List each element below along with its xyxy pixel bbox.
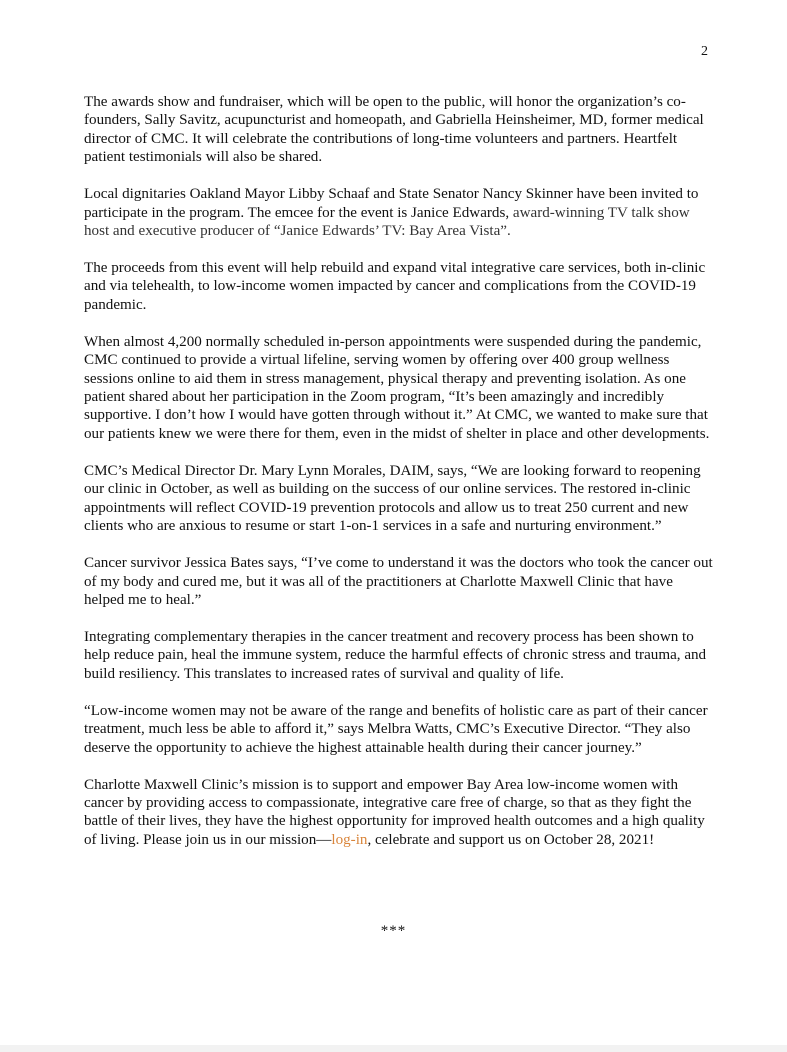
paragraph-executive-director-quote: “Low-income women may not be aware of the range and benefits of holistic care as part of their cancer treatment, much less be able to afford it,” says Melbra Watts, CMC’s Executive Director. “They also deserve the opportunity to achieve the highest attainable health during their cancer journey.”	[84, 702, 708, 756]
paragraph-mission	[84, 776, 714, 850]
mission-text-end: , celebrate and support us on October 28, 2021!	[367, 831, 655, 848]
paragraph-survivor-quote: Cancer survivor Jessica Bates says, “I’ve come to understand it was the doctors who took the cancer out of my body and cured me, but it was all of the practitioners at Charlotte Maxwell Clinic that have helped me to heal.”	[84, 555, 713, 608]
page-bottom-edge	[0, 1045, 787, 1052]
mission-text: Charlotte Maxwell Clinic’s mission is to support and empower Bay Area low-income women with cancer by providing access to compassionate, integrative care free of charge, so that as they fight the battle of their lives, they have the highest opportunity for improved health outcomes and a high quality of living. Please join us in our mission—	[84, 776, 705, 848]
page-number: 2	[701, 44, 708, 59]
paragraph-dignitaries	[84, 185, 714, 240]
paragraph-proceeds: The proceeds from this event will help rebuild and expand vital integrative care services, both in-clinic and via telehealth, to low-income women impacted by cancer and complications from the COVID-19 pandemic.	[84, 260, 706, 313]
paragraph-complementary-therapies: Integrating complementary therapies in the cancer treatment and recovery process has been shown to help reduce pain, heal the immune system, reduce the harmful effects of chronic stress and trauma, and build resiliency. This translates to increased rates of survival and quality of life.	[84, 628, 707, 682]
paragraph-dignitaries-text: Local dignitaries Oakland Mayor Libby Schaaf and State Senator Nancy Skinner have been invited to participate in the program. The emcee for the event is Janice Edwards,	[84, 186, 699, 221]
paragraph-virtual-lifeline: When almost 4,200 normally scheduled in-person appointments were suspended during the pandemic, CMC continued to provide a virtual lifeline, serving women by offering over 400 group wellness sessions online to aid them in stress management, physical therapy and preventing isolation. As one patient shared about her participation in the Zoom program, “It’s been amazingly and incredibly supportive. I don’t how I would have gotten through without it.” At CMC, we wanted to make sure that our patients knew we were there for them, even in the midst of shelter in place and other developments.	[84, 333, 710, 442]
section-separator: ***	[380, 923, 407, 939]
paragraph-medical-director-quote: CMC’s Medical Director Dr. Mary Lynn Morales, DAIM, says, “We are looking forward to reopening our clinic in October, as well as building on the success of our online services. The restored in-clinic appointments will reflect COVID-19 prevention protocols and allow us to treat 250 current and new clients who are anxious to resume or start 1-on-1 services in a safe and nurturing environment.”	[84, 462, 701, 535]
log-in-link[interactable]: log-in	[331, 831, 368, 848]
paragraph-awards-show: The awards show and fundraiser, which will be open to the public, will honor the organization’s co-founders, Sally Savitz, acupuncturist and homeopath, and Gabriella Heinsheimer, MD, former medical director of CMC. It will celebrate the contributions of long-time volunteers and partners. Heartfelt patient testimonials will also be shared.	[84, 94, 704, 166]
document-body	[84, 93, 714, 868]
emcee-description: award-winning TV talk show host and executive producer of “Janice Edwards’ TV: Bay Area Vista”.	[84, 204, 690, 240]
